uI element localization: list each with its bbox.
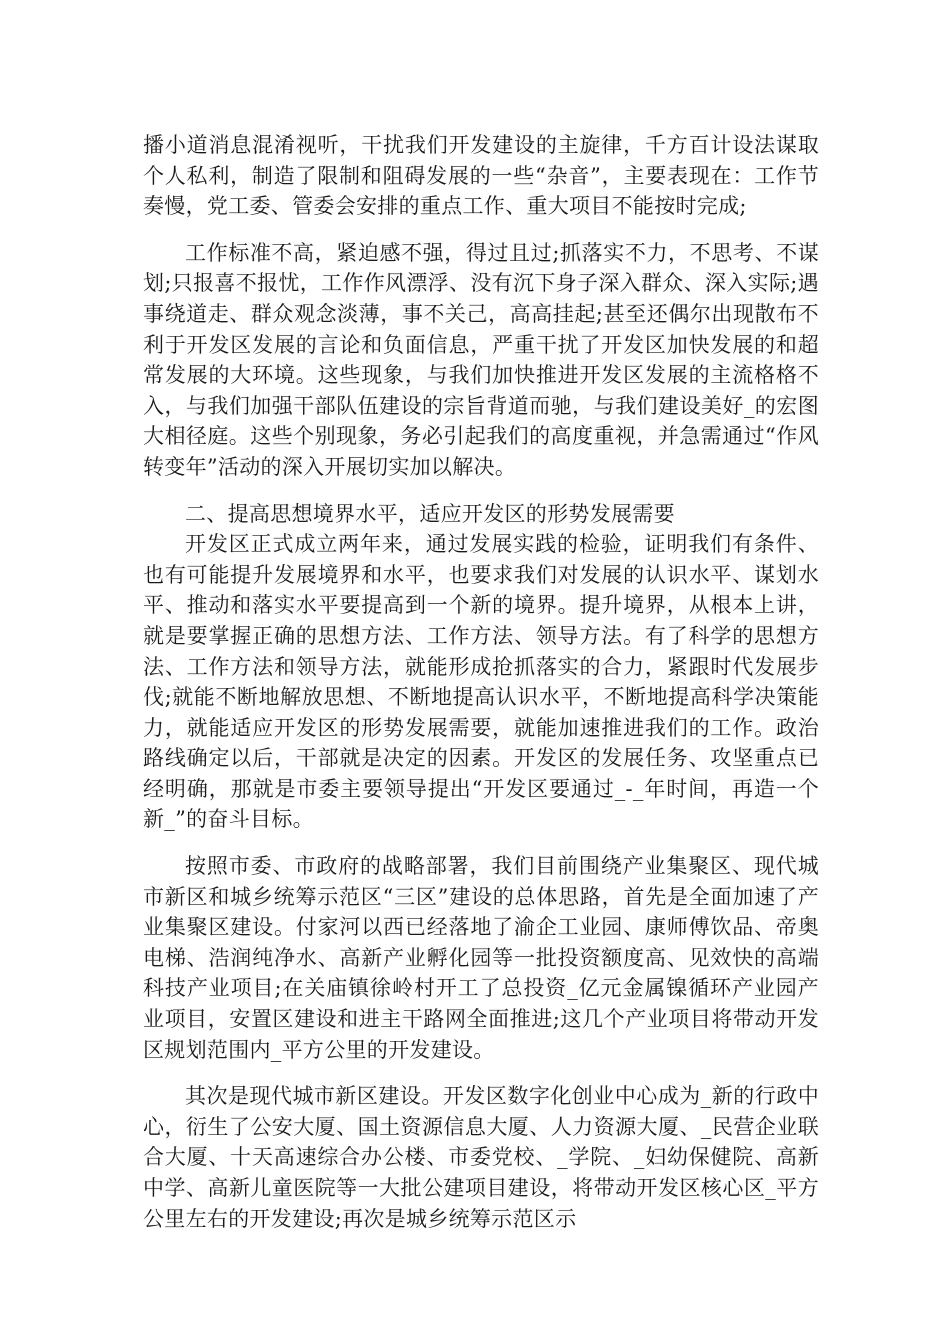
section-heading: 二、提高思想境界水平，适应开发区的形势发展需要 (185, 501, 675, 526)
paragraph-continuation: 播小道消息混淆视听，干扰我们开发建设的主旋律，千方百计设法谋取个人私利，制造了限制和阻碍发展的一些“杂音”，主要表现在：工作节奏慢，党工委、管委会安排的重点工作、重大项目不能按时完成; (143, 133, 819, 219)
document-body (143, 130, 819, 1234)
paragraph-new-city-district: 其次是现代城市新区建设。开发区数字化创业中心成为_新的行政中心，衍生了公安大厦、国土资源信息大厦、人力资源大厦、_民营企业联合大厦、十天高速综合办公楼、市委党校、_学院、_妇幼保健院、高新中学、高新儿童医院等一大批公建项目建设，将带动开发区核心区_平方公里左右的开发建设;再次是城乡统筹示范区示 (143, 1084, 819, 1231)
paragraph-industrial-cluster: 按照市委、市政府的战略部署，我们目前围绕产业集聚区、现代城市新区和城乡统筹示范区“三区”建设的总体思路，首先是全面加速了产业集聚区建设。付家河以西已经落地了渝企工业园、康师傅饮品、帝奥电梯、浩润纯净水、高新产业孵化园等一批投资额度高、见效快的高端科技产业项目;在关庙镇徐岭村开工了总投资_亿元金属镍循环产业园产业项目，安置区建设和进主干路网全面推进;这几个产业项目将带动开发区规划范围内_平方公里的开发建设。 (143, 854, 819, 1062)
paragraph-work-standards: 工作标准不高，紧迫感不强，得过且过;抓落实不力，不思考、不谋划;只报喜不报忧，工作作风漂浮、没有沉下身子深入群众、深入实际;遇事绕道走、群众观念淡薄，事不关己，高高挂起;甚至还偶尔出现散布不利于开发区发展的言论和负面信息，严重干扰了开发区加快发展的和超常发展的大环境。这些现象，与我们加快推进开发区发展的主流格格不入，与我们加强干部队伍建设的宗旨背道而驰，与我们建设美好_的宏图大相径庭。这些个别现象，务必引起我们的高度重视，并急需通过“作风转变年”活动的深入开展切实加以解决。 (143, 240, 819, 479)
paragraph-development-realm: 开发区正式成立两年来，通过发展实践的检验，证明我们有条件、也有可能提升发展境界和水平，也要求我们对发展的认识水平、谋划水平、推动和落实水平要提高到一个新的境界。提升境界，从根本上讲，就是要掌握正确的思想方法、工作方法、领导方法。有了科学的思想方法、工作方法和领导方法，就能形成抢抓落实的合力，紧跟时代发展步伐;就能不断地解放思想、不断地提高认识水平，不断地提高科学决策能力，就能适应开发区的形势发展需要，就能加速推进我们的工作。政治路线确定以后，干部就是决定的因素。开发区的发展任务、攻坚重点已经明确，那就是市委主要领导提出“开发区要通过_-_年时间，再造一个新_”的奋斗目标。 (143, 532, 819, 832)
